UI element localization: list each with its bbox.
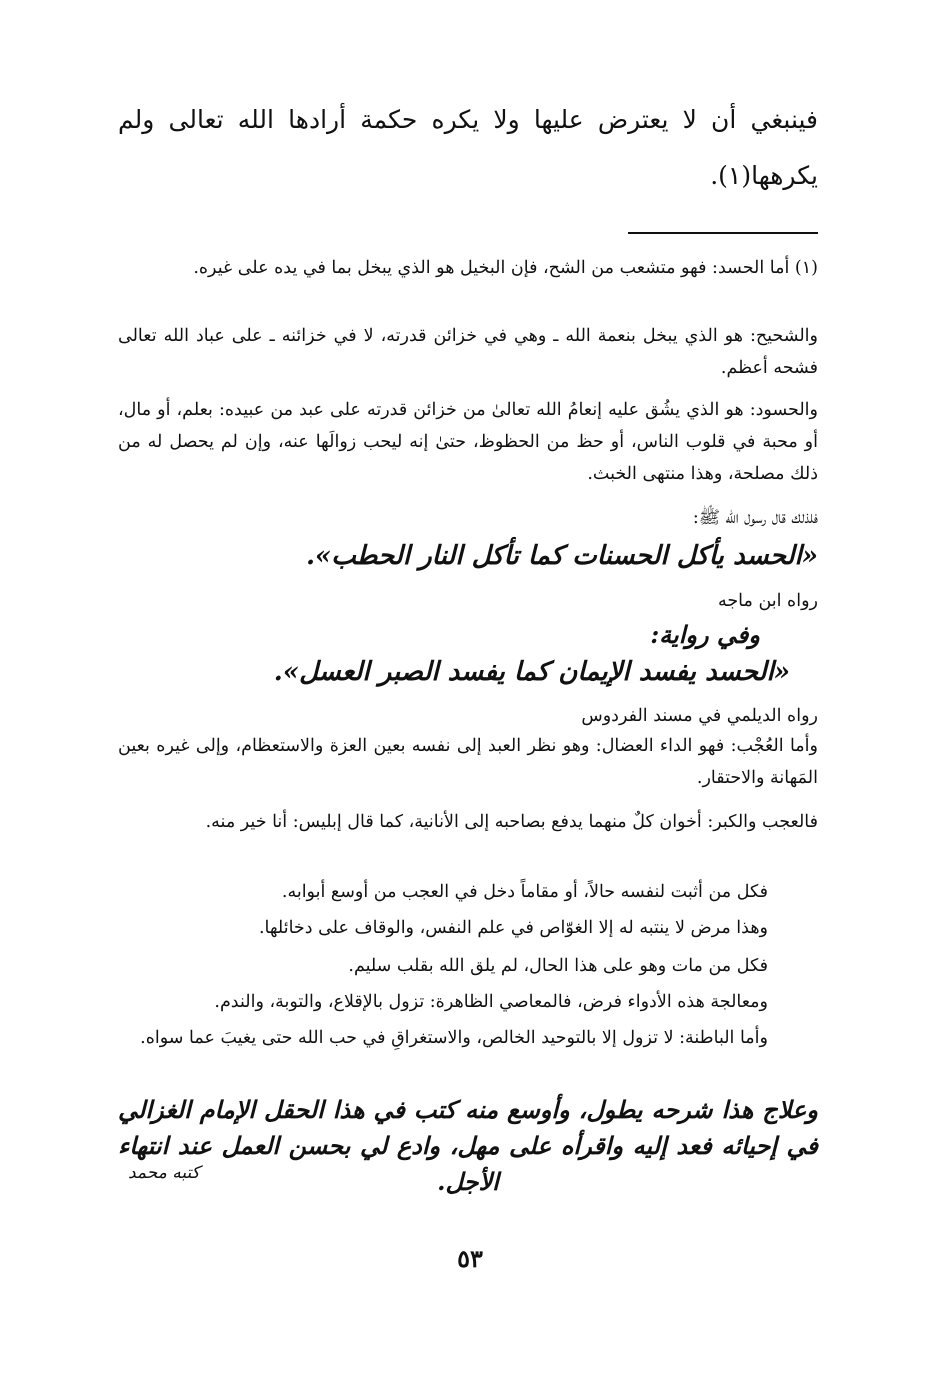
hadith-quote-2: «الحسد يفسد الإيمان كما يفسد الصبر العسل». — [273, 657, 790, 687]
closing-dua: وعلاج هذا شرحه يطول، وأوسع منه كتب في هذا الحقل الإمام الغزالي في إحيائه فعد إليه واقرأه على مهل، وادع لي بحسن العمل عند انتهاء الأجل. — [118, 1095, 818, 1196]
hadith-source-1: رواه ابن ماجه — [717, 591, 818, 611]
footnote-shahih: والشحيح: هو الذي يبخل بنعمة الله ـ وهي في خزائن قدرته، لا في خزائنه ـ على عباد الله تعالى فشحه أعظم. — [118, 326, 818, 378]
hadith-quote-1: «الحسد يأكل الحسنات كما تأكل النار الحطب». — [305, 541, 818, 571]
footnote-line-5: وأما الباطنة: لا تزول إلا بالتوحيد الخالص، والاستغراقِ في حب الله حتى يغيبَ عما سواه. — [140, 1028, 768, 1048]
footnote-line-4: ومعالجة هذه الأدواء فرض، فالمعاصي الظاهرة: تزول بالإقلاع، والتوبة، والندم. — [214, 992, 768, 1012]
main-paragraph: فينبغي أن لا يعترض عليها ولا يكره حكمة أرادها الله تعالى ولم يكرهها(١). — [118, 105, 818, 190]
footnote-line-1: فكل من أثبت لنفسه حالاً، أو مقاماً دخل في العجب من أوسع أبوابه. — [281, 882, 768, 902]
footnote-separator — [628, 232, 818, 234]
footnote-hasud: والحسود: هو الذي يشُق عليه إنعامُ الله تعالىٰ من خزائن قدرته على عبد من عبيده: بعلم، أو مال، أو محبة في قلوب الناس، أو حظ من الحظوظ، حتىٰ إنه ليحب زوالَها عنه، وإن لم يحصل له من ذلك مصلحة، وهذا منتهى الخبث. — [118, 400, 818, 484]
riwaya-label: وفي رواية: — [650, 620, 760, 649]
hadith-source-2: رواه الديلمي في مسند الفردوس — [581, 706, 818, 726]
hadith-intro: فلذلك قال رسول الله ﷺ: — [692, 508, 818, 528]
footnote-hasad: (١) أما الحسد: فهو متشعب من الشح، فإن البخيل هو الذي يبخل بما في يده على غيره. — [193, 258, 818, 278]
page-number: ٥٣ — [457, 1244, 483, 1273]
footnote-line-3: فكل من مات وهو على هذا الحال، لم يلق الله بقلب سليم. — [348, 956, 768, 976]
footnote-line-2: وهذا مرض لا ينتبه له إلا الغوّاص في علم النفس، والوقاف على دخائلها. — [258, 918, 768, 938]
footnote-kibr: فالعجب والكبر: أخوان كلٌ منهما يدفع بصاحبه إلى الأنانية، كما قال إبليس: أنا خير منه. — [205, 812, 818, 832]
footnote-ujb: وأما العُجْب: فهو الداء العضال: وهو نظر العبد إلى نفسه بعين العزة والاستعظام، وإلى غيره بعين المَهانة والاحتقار. — [118, 736, 818, 788]
signature: كتبه محمد — [128, 1163, 200, 1183]
